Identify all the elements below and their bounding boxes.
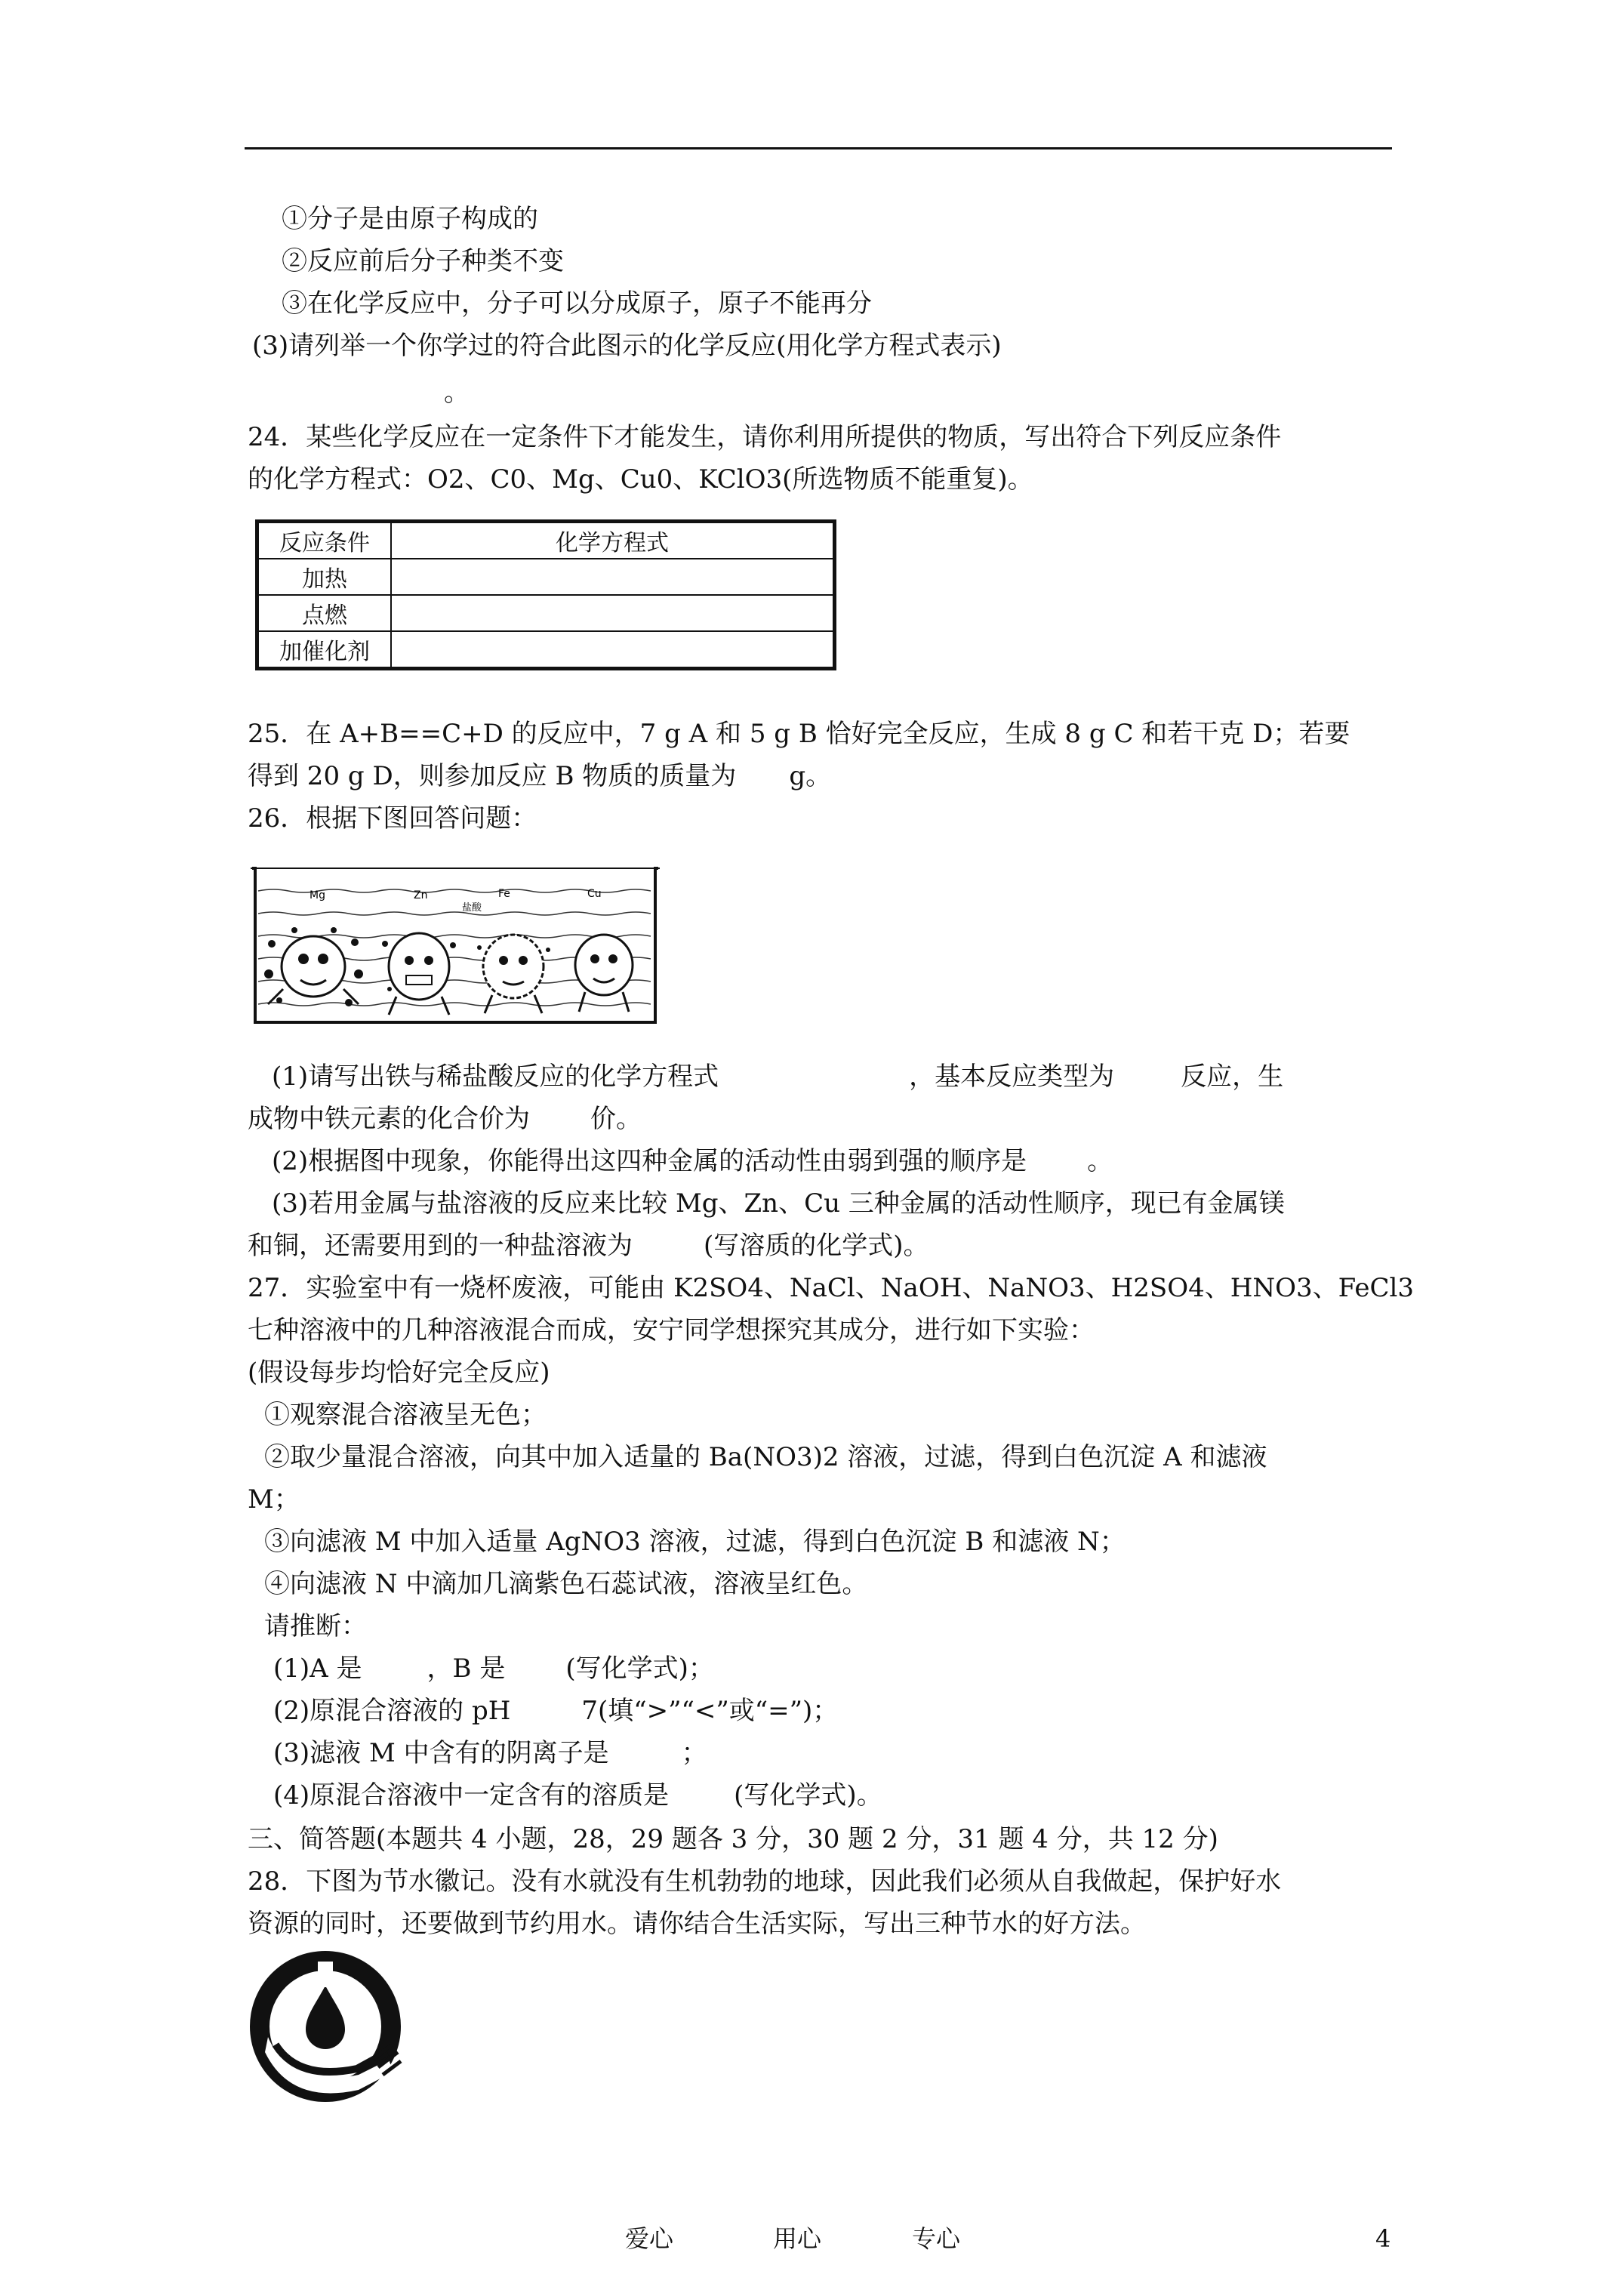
q27-infer-1: (1)A 是 ，B 是 (写化学式)； <box>273 1653 714 1684</box>
q24-line2: 的化学方程式：O2、C0、Mg、Cu0、KClO3(所选物质不能重复)。 <box>248 464 1033 495</box>
q27-step2-line1: ②取少量混合溶液，向其中加入适量的 Ba(NO3)2 溶液，过滤，得到白色沉淀 A 和滤液 <box>264 1442 1267 1472</box>
acid-label: 盐酸 <box>462 902 482 914</box>
page-number: 4 <box>1375 2224 1391 2253</box>
reaction-condition-table <box>255 519 836 670</box>
q26-part3-line1: (3)若用金属与盐溶液的反应来比较 Mg、Zn、Cu 三种金属的活动性顺序，现已有金属镁 <box>272 1188 1285 1219</box>
q26-title: 26．根据下图回答问题： <box>248 803 537 834</box>
metal-label-mg: Mg <box>310 889 325 901</box>
q27-line3: (假设每步均恰好完全反应) <box>248 1358 550 1388</box>
table-cell-condition: 点燃 <box>257 595 392 631</box>
q24-line1: 24．某些化学反应在一定条件下才能发生，请你利用所提供的物质，写出符合下列反应条件 <box>248 422 1282 452</box>
metals-in-acid-figure <box>249 861 661 1028</box>
table-header-condition: 反应条件 <box>257 522 392 559</box>
table-cell-equation <box>391 595 835 631</box>
footer-text-3: 专心 <box>912 2224 961 2253</box>
table-cell-equation <box>391 631 835 669</box>
metal-label-zn: Zn <box>414 889 428 901</box>
q27-step4: ④向滤液 N 中滴加几滴紫色石蕊试液，溶液呈红色。 <box>264 1569 868 1599</box>
table-row <box>257 559 835 595</box>
q27-step1: ①观察混合溶液呈无色； <box>264 1400 547 1430</box>
metal-label-cu: Cu <box>587 888 602 900</box>
option-2: ②反应前后分子种类不变 <box>282 246 564 276</box>
zn-character-icon <box>382 933 456 1015</box>
fe-character-icon <box>477 935 550 1013</box>
table-cell-condition: 加热 <box>257 559 392 595</box>
q27-line2: 七种溶液中的几种溶液混合而成，安宁同学想探究其成分，进行如下实验： <box>248 1315 1095 1345</box>
section-3-title: 三、简答题(本题共 4 小题，28，29 题各 3 分，30 题 2 分，31 题 4 分，共 12 分) <box>248 1824 1218 1854</box>
table-cell-condition: 加催化剂 <box>257 631 392 669</box>
table-cell-equation <box>391 559 835 595</box>
q27-step2-line2: M； <box>248 1484 300 1515</box>
water-saving-logo-icon <box>245 1946 405 2106</box>
q25-line2: 得到 20 g D，则参加反应 B 物质的质量为 g。 <box>248 761 832 791</box>
q26-part1-line1: (1)请写出铁与稀盐酸反应的化学方程式 ，基本反应类型为 反应，生 <box>272 1062 1284 1092</box>
q28-line1: 28．下图为节水徽记。没有水就没有生机勃勃的地球，因此我们必须从自我做起，保护好水 <box>248 1866 1282 1897</box>
option-3: ③在化学反应中，分子可以分成原子，原子不能再分 <box>282 288 872 319</box>
footer-text-1: 爱心 <box>625 2224 674 2253</box>
q28-line2: 资源的同时，还要做到节约用水。请你结合生活实际，写出三种节水的好方法。 <box>248 1909 1146 1939</box>
q26-part3-line2: 和铜，还需要用到的一种盐溶液为 (写溶质的化学式)。 <box>248 1231 929 1261</box>
q27-infer-4: (4)原混合溶液中一定含有的溶质是 (写化学式)。 <box>273 1780 882 1811</box>
q23-answer-end: 。 <box>444 378 470 408</box>
mg-character-icon <box>264 927 363 1006</box>
metal-label-fe: Fe <box>498 888 510 900</box>
table-row <box>257 631 835 669</box>
q27-infer-title: 请推断： <box>264 1611 367 1641</box>
q25-line1: 25．在 A+B==C+D 的反应中，7 g A 和 5 g B 恰好完全反应，生成 8 g C 和若干克 D；若要 <box>248 719 1350 749</box>
footer-text-2: 用心 <box>773 2224 822 2253</box>
q26-part1-line2: 成物中铁元素的化合价为 价。 <box>248 1104 642 1134</box>
cu-character-icon <box>575 935 633 1012</box>
q27-infer-2: (2)原混合溶液的 pH 7(填“>”“<”或“=”)； <box>273 1696 839 1726</box>
table-row <box>257 595 835 631</box>
q26-part2: (2)根据图中现象，你能得出这四种金属的活动性由弱到强的顺序是 。 <box>272 1146 1113 1176</box>
q27-infer-3: (3)滤液 M 中含有的阴离子是 ； <box>273 1738 707 1768</box>
q23-part3: (3)请列举一个你学过的符合此图示的化学反应(用化学方程式表示) <box>252 331 1002 361</box>
header-rule <box>245 147 1392 149</box>
option-1: ①分子是由原子构成的 <box>282 204 538 234</box>
q27-step3: ③向滤液 M 中加入适量 AgNO3 溶液，过滤，得到白色沉淀 B 和滤液 N； <box>264 1527 1126 1557</box>
q27-line1: 27．实验室中有一烧杯废液，可能由 K2SO4、NaCl、NaOH、NaNO3、H2SO4、HNO3、FeCl3 <box>248 1273 1414 1303</box>
table-header-equation: 化学方程式 <box>391 522 835 559</box>
